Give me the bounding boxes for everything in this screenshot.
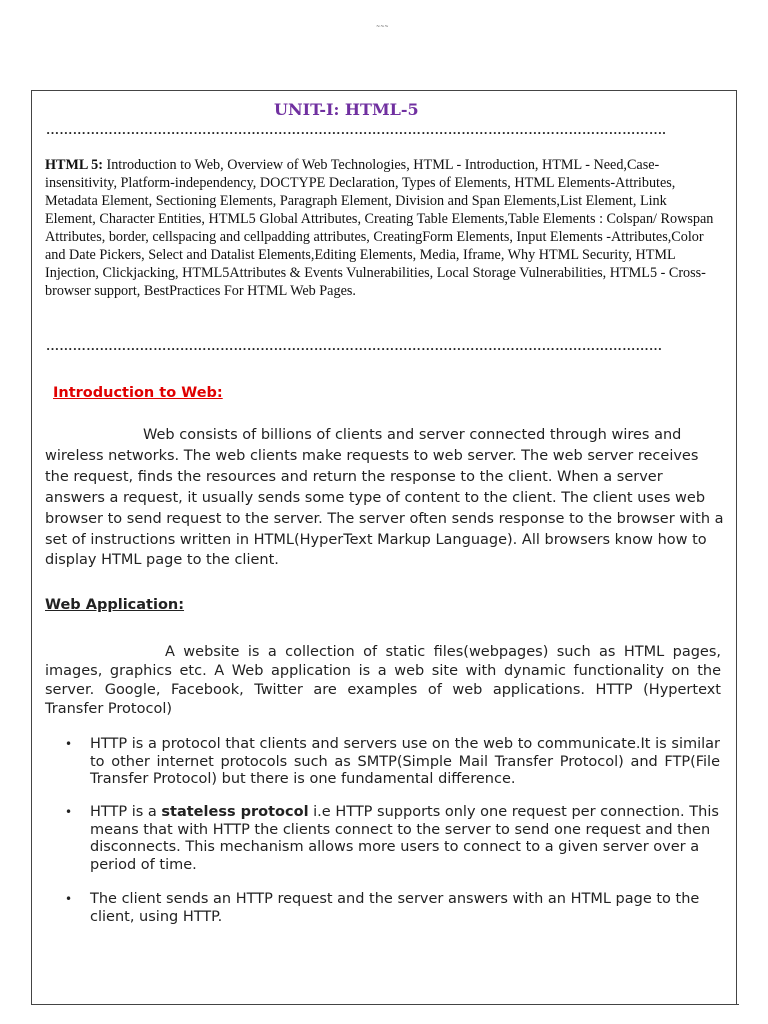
- page-mark: ~~~: [376, 24, 389, 30]
- divider-bottom: …………………………………………………………………………………………………………………………: [46, 338, 663, 353]
- syllabus-block: [45, 156, 719, 300]
- bullet-emphasis: stateless protocol: [161, 804, 309, 820]
- intro-paragraph-block: [45, 425, 725, 571]
- webapp-paragraph-block: [45, 643, 721, 719]
- frame-bottom-border: [31, 1004, 739, 1005]
- bullet-text: The client sends an HTTP request and the server answers with an HTML page to the client, using HTTP.: [90, 891, 700, 925]
- bullet-icon: •: [65, 737, 73, 751]
- unit-title: UNIT-I: HTML-5: [274, 100, 419, 119]
- intro-heading: Introduction to Web:: [53, 385, 223, 401]
- bullet-icon: •: [65, 892, 73, 906]
- bullet-text-start: HTTP is a: [90, 804, 162, 820]
- bullet-text: [90, 804, 720, 874]
- syllabus-text: Introduction to Web, Overview of Web Technologies, HTML - Introduction, HTML - Need,Case-insensitivity, Platform-independency, DOCTYPE Declaration, Types of Elements, HTML Elements-Attributes, Metadata Element, Sectioning Elements, Paragraph Element, Division and Span Elements,List Element, Link Element, Character Entities, HTML5 Global Attributes, Creating Table Elements,Table Elements : Colspan/ Rowspan Attributes, border, cellspacing and cellpadding attributes, CreatingForm Elements, Input Elements -Attributes,Color and Date Pickers, Select and Datalist Elements,Editing Elements, Media, Iframe, Why HTML Security, HTML Injection, Clickjacking, HTML5Attributes & Events Vulnerabilities, Local Storage Vulnerabilities, HTML5 - Cross-browser support, BestPractices For HTML Web Pages.: [45, 157, 714, 299]
- intro-paragraph: Web consists of billions of clients and server connected through wires and wireless networks. The web clients make requests to web server. The web server receives the request, finds the resources and return the response to the client. When a server answers a request, it usually sends some type of content to the client. The client uses web browser to send request to the server. The server often sends response to the browser with a set of instructions written in HTML(HyperText Markup Language). All browsers know how to display HTML page to the client.: [45, 427, 724, 569]
- syllabus-label: HTML 5:: [45, 157, 103, 173]
- webapp-heading: Web Application:: [45, 597, 185, 613]
- bullet-icon: •: [65, 805, 73, 819]
- bullet-text-end: i.e HTTP supports only one request per connection. This means that with HTTP the clients connect to the server to send one request and then disconnects. This mechanism allows more users to connect to a given server over a period of time.: [90, 804, 719, 873]
- divider-top: ………………………………………………………………………………………………………………………….: [46, 122, 667, 137]
- webapp-paragraph: A website is a collection of static files(webpages) such as HTML pages, images, graphics etc. A Web application is a web site with dynamic functionality on the server. Google, Facebook, Twitter are examples of web applications. HTTP (Hypertext Transfer Protocol): [45, 644, 721, 717]
- bullet-text: HTTP is a protocol that clients and servers use on the web to communicate.It is similar to other internet protocols such as SMTP(Simple Mail Transfer Protocol) and FTP(File Transfer Protocol) but there is one fundamental difference.: [90, 736, 720, 787]
